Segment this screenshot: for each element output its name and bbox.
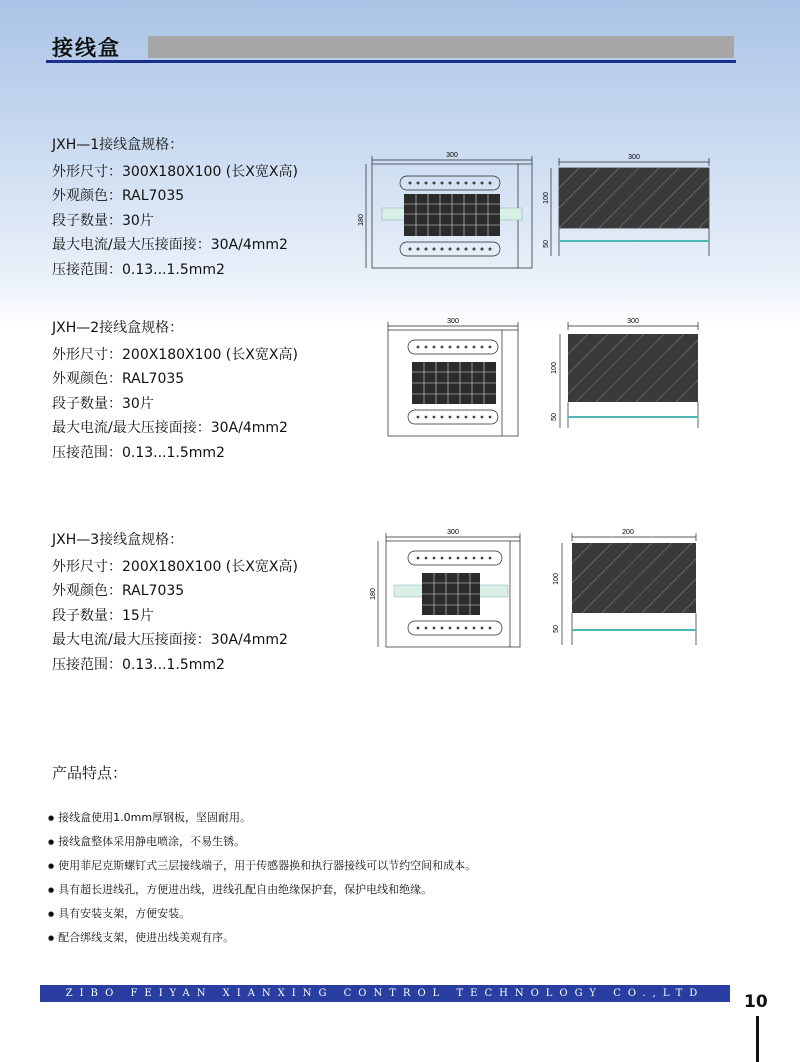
- features-list: [48, 806, 476, 950]
- spec-terminal-count: 段子数量：30片: [52, 212, 154, 229]
- header-rule: [46, 60, 736, 63]
- spec-crimp-range: 压接范围：0.13...1.5mm2: [52, 656, 225, 673]
- spec-color: 外观颜色：RAL7035: [52, 371, 185, 387]
- feature-item: ● 具有超长进线孔，方便进出线，进线孔配自由绝缘保护套，保护电线和绝缘。: [48, 878, 476, 902]
- spec-terminal-count: 段子数量：15片: [52, 607, 154, 624]
- feature-item: ● 使用菲尼克斯螺钉式三层接线端子，用于传感器换和执行器接线可以节约空间和成本。: [48, 854, 476, 878]
- dim-label-width: 300: [446, 152, 458, 159]
- dim-label-upper: 100: [553, 573, 560, 585]
- page-number: 10: [744, 992, 768, 1012]
- dim-label-upper: 100: [543, 192, 550, 204]
- dim-label-height: 180: [358, 214, 365, 226]
- feature-item: ● 具有安装支架，方便安装。: [48, 902, 476, 926]
- footer-company-bar: ZIBO FEIYAN XIANXING CONTROL TECHNOLOGY CO.,LTD: [40, 985, 730, 1002]
- spec-max-current: 最大电流/最大压接面接：30A/4mm2: [52, 237, 288, 253]
- dim-label-width: 300: [627, 318, 639, 325]
- spec-title: JXH—2接线盒规格：: [52, 320, 184, 336]
- side-box-fill: [559, 168, 709, 228]
- dim-label-lower: 50: [553, 625, 560, 633]
- spec-block-jxh1: [52, 133, 298, 282]
- dim-label-width: 300: [628, 154, 640, 161]
- spec-dimensions: 外形尺寸：200X180X100 (长X宽X高): [52, 346, 298, 363]
- spec-dimensions: 外形尺寸：300X180X100 (长X宽X高): [52, 163, 298, 180]
- dim-label-width: 300: [447, 318, 459, 325]
- dim-label-width: 300: [447, 529, 459, 536]
- dim-label-width: 200: [622, 529, 634, 536]
- spec-block-jxh3: [52, 528, 298, 677]
- page-title: 接线盒: [52, 36, 121, 60]
- header-gray-bar: [148, 36, 734, 58]
- side-view-drawing-jxh1: [545, 152, 715, 260]
- dim-label-lower: 50: [551, 413, 558, 421]
- spec-max-current: 最大电流/最大压接面接：30A/4mm2: [52, 632, 288, 648]
- spec-color: 外观颜色：RAL7035: [52, 188, 185, 204]
- spec-terminal-count: 段子数量：30片: [52, 395, 154, 412]
- spec-dimensions: 外形尺寸：200X180X100 (长X宽X高): [52, 558, 298, 575]
- dim-label-lower: 50: [543, 240, 550, 248]
- feature-item: ● 配合绑线支架，使进出线美观有序。: [48, 926, 476, 950]
- side-view-drawing-jxh3: [552, 527, 702, 651]
- top-view-drawing-jxh1: [360, 150, 545, 275]
- features-heading: 产品特点：: [52, 764, 128, 782]
- side-view-drawing-jxh2: [552, 316, 702, 434]
- spec-crimp-range: 压接范围：0.13...1.5mm2: [52, 261, 225, 278]
- page-number-rule: [756, 1016, 759, 1062]
- spec-title: JXH—1接线盒规格：: [52, 137, 184, 153]
- spec-color: 外观颜色：RAL7035: [52, 583, 185, 599]
- feature-item: ● 接线盒整体采用静电喷涂，不易生锈。: [48, 830, 476, 854]
- feature-item: ● 接线盒使用1.0mm厚钢板，坚固耐用。: [48, 806, 476, 830]
- spec-crimp-range: 压接范围：0.13...1.5mm2: [52, 444, 225, 461]
- spec-max-current: 最大电流/最大压接面接：30A/4mm2: [52, 420, 288, 436]
- spec-block-jxh2: [52, 316, 298, 465]
- top-view-drawing-jxh2: [378, 316, 528, 440]
- dim-label-height: 180: [370, 588, 377, 600]
- dim-label-upper: 100: [551, 362, 558, 374]
- spec-title: JXH—3接线盒规格：: [52, 532, 184, 548]
- top-view-drawing-jxh3: [370, 527, 528, 651]
